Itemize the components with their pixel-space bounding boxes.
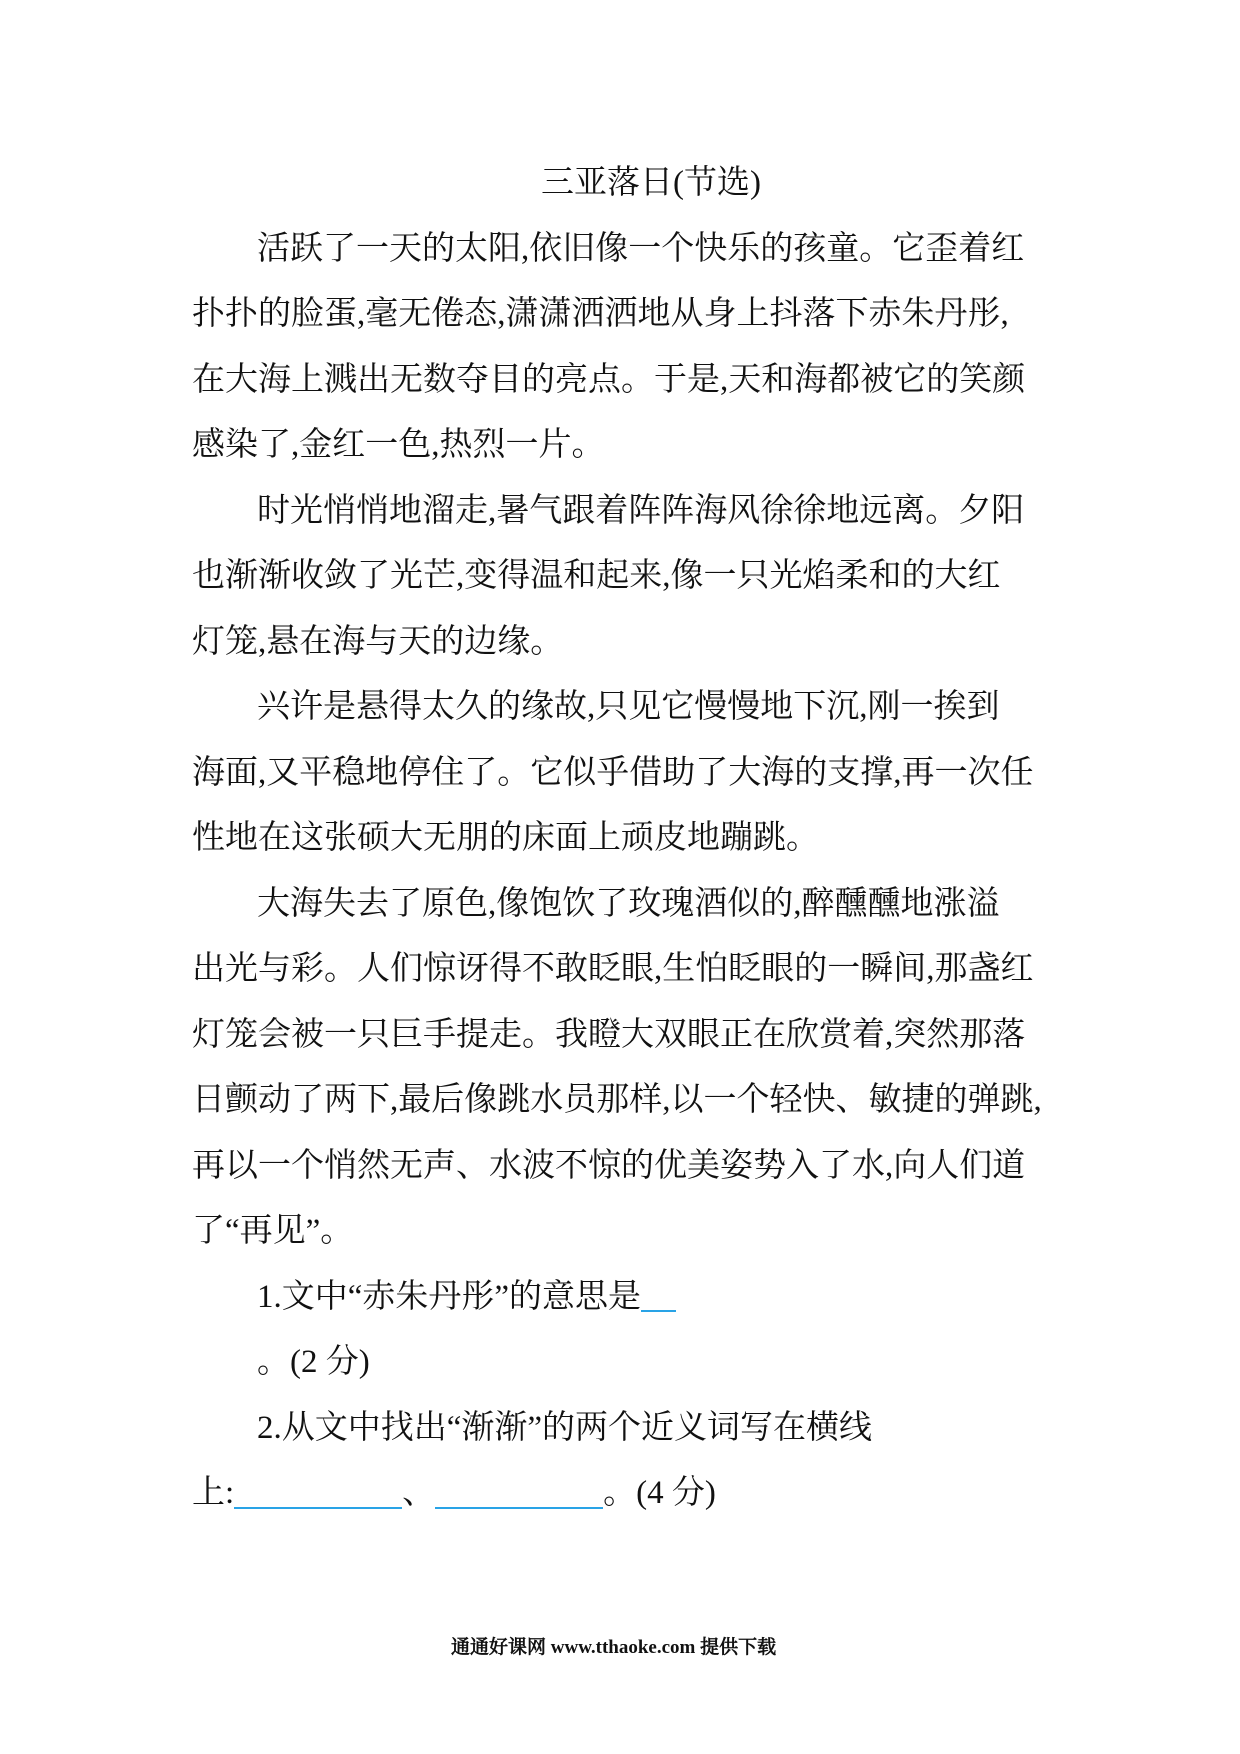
question-1-line: [192, 1265, 1192, 1331]
paragraph-line: 扑扑的脸蛋,毫无倦态,潇潇洒洒地从身上抖落下赤朱丹彤,: [192, 296, 1009, 332]
paragraph-2: [192, 479, 1192, 676]
paragraph-line: 大海失去了原色,像饱饮了玫瑰酒似的,醉醺醺地涨溢: [257, 885, 1000, 922]
answer-blank-2b: [435, 1506, 603, 1509]
paragraph-line: 再以一个悄然无声、水波不惊的优美姿势入了水,向人们道: [192, 1147, 1026, 1184]
question-2-text: 2.从文中找出“渐渐”的两个近义词写在横线: [257, 1409, 873, 1446]
question-1: [192, 1265, 1192, 1396]
paragraph-1: [192, 217, 1192, 479]
paragraph-line: 出光与彩。人们惊讶得不敢眨眼,生怕眨眼的一瞬间,那盏红: [192, 951, 1034, 987]
question-2-score: 。(4 分): [603, 1475, 716, 1511]
paragraph-4: [192, 872, 1192, 1265]
paragraph-line: 日颤动了两下,最后像跳水员那样,以一个轻快、敏捷的弹跳,: [192, 1082, 1042, 1118]
paragraph-line: 兴许是悬得太久的缘故,只见它慢慢地下沉,刚一挨到: [257, 689, 1000, 725]
paragraph-line: 活跃了一天的太阳,依旧像一个快乐的孩童。它歪着红: [257, 230, 1025, 267]
question-1-score: 。(2 分): [257, 1344, 370, 1380]
paragraph-line: 也渐渐收敛了光芒,变得温和起来,像一只光焰柔和的大红: [192, 558, 1001, 594]
question-2-prefix: 上:: [192, 1475, 235, 1511]
reading-passage: [192, 151, 1192, 1527]
paragraph-line: 灯笼会被一只巨手提走。我瞪大双眼正在欣赏着,突然那落: [192, 1016, 1026, 1053]
paragraph-line: 时光悄悄地溜走,暑气跟着阵阵海风徐徐地远离。夕阳: [257, 492, 1025, 529]
paragraph-line: 性地在这张硕大无朋的床面上顽皮地蹦跳。: [192, 820, 819, 856]
paragraph-line: 感染了,金红一色,热烈一片。: [192, 427, 605, 463]
paragraph-line: 了“再见”。: [192, 1213, 354, 1249]
paragraph-3: [192, 675, 1192, 872]
answer-blank-2a: [234, 1506, 402, 1509]
paragraph-line: 在大海上溅出无数夺目的亮点。于是,天和海都被它的笑颜: [192, 361, 1026, 398]
footer-download-credit: 通通好课网 www.tthaoke.com 提供下载: [451, 1637, 777, 1658]
paragraph-line: 灯笼,悬在海与天的边缘。: [192, 623, 564, 660]
question-1-text: 1.文中“赤朱丹彤”的意思是: [257, 1278, 642, 1315]
answer-blank-1: [641, 1309, 676, 1312]
question-2: [192, 1396, 1192, 1527]
passage-title: 三亚落日(节选): [541, 165, 761, 201]
question-2-separator: 、: [402, 1475, 436, 1511]
paragraph-line: 海面,又平稳地停住了。它似乎借助了大海的支撑,再一次任: [192, 754, 1034, 791]
question-2-answer-line: [192, 1461, 1192, 1527]
